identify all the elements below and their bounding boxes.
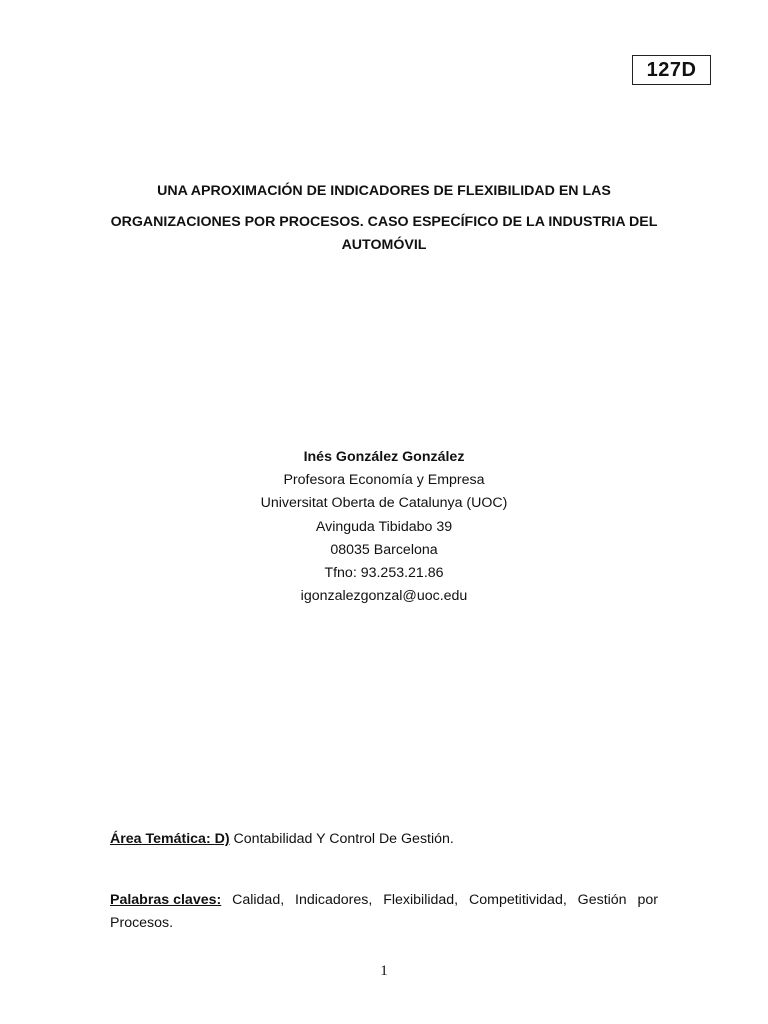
document-code: 127D [646, 58, 697, 81]
page-number: 1 [380, 963, 388, 979]
keywords-section [110, 889, 658, 935]
keyword: Flexibilidad, [383, 892, 459, 908]
keywords-label: Palabras claves: [110, 892, 222, 908]
keyword: Indicadores, [295, 892, 373, 908]
keywords-line-1 [110, 889, 658, 912]
author-phone: Tfno: 93.253.21.86 [324, 565, 444, 582]
keyword: Calidad, [232, 892, 285, 908]
area-label: Área Temática: [110, 831, 215, 847]
keywords-continuation: Procesos. [110, 915, 174, 931]
area-value: Contabilidad Y Control De Gestión. [229, 831, 454, 847]
area-tematica [110, 828, 454, 850]
area-code: D) [214, 831, 230, 847]
title-line-2: ORGANIZACIONES POR PROCESOS. CASO ESPECÍFICO DE LA INDUSTRIA DEL [110, 214, 658, 230]
title-line-3: AUTOMÓVIL [341, 237, 427, 253]
document-code-box [632, 55, 711, 85]
keyword: por [637, 892, 658, 908]
author-institution: Universitat Oberta de Catalunya (UOC) [260, 495, 508, 512]
author-position: Profesora Economía y Empresa [283, 472, 485, 489]
keyword: Competitividad, [469, 892, 567, 908]
author-name: Inés González González [303, 449, 465, 465]
author-email: igonzalezgonzal@uoc.edu [300, 588, 468, 605]
title-line-1: UNA APROXIMACIÓN DE INDICADORES DE FLEXIBILIDAD EN LAS [157, 183, 611, 199]
author-street: Avinguda Tibidabo 39 [315, 518, 453, 535]
keyword: Gestión [577, 892, 627, 908]
author-block [184, 446, 584, 608]
author-city: 08035 Barcelona [330, 541, 438, 558]
